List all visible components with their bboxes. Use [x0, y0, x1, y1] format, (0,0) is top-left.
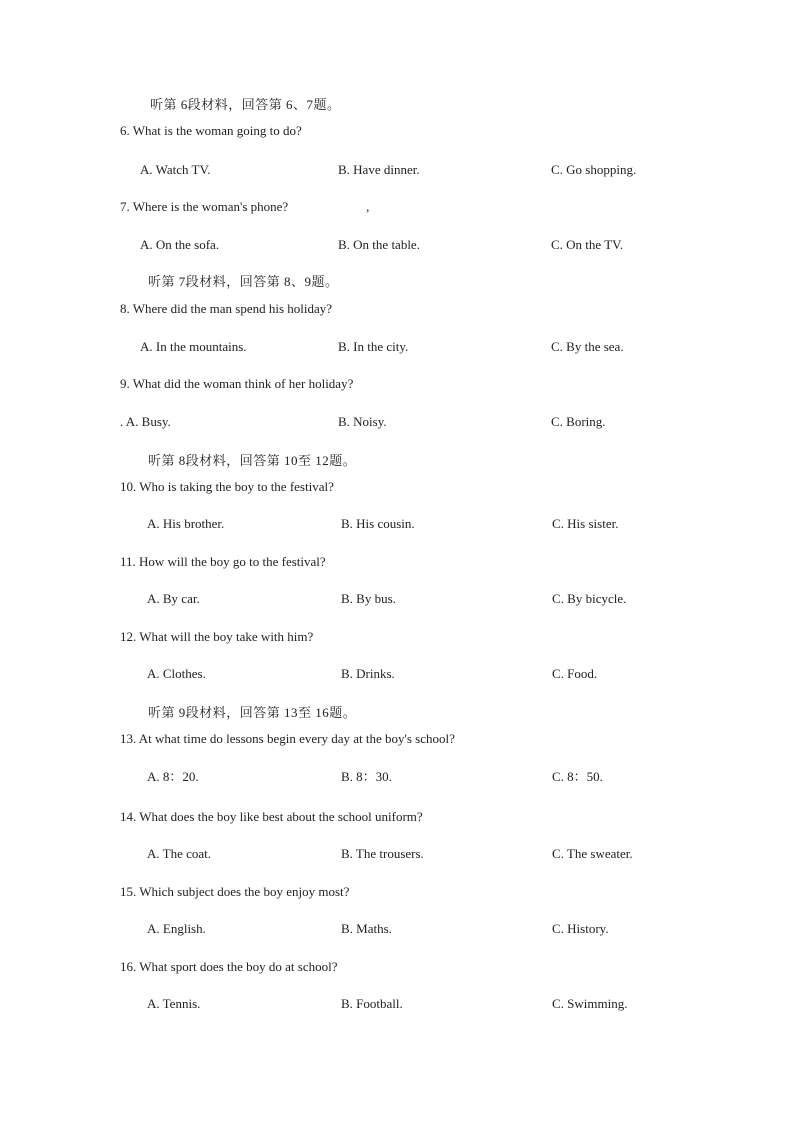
option-b: B. Have dinner.: [338, 162, 420, 177]
option-c: C. History.: [552, 921, 609, 936]
option-c: C. 8：50.: [552, 769, 603, 784]
option-c: C. Swimming.: [552, 996, 628, 1011]
option-b: B. By bus.: [341, 591, 396, 606]
question-text: 13. At what time do lessons begin every day at the boy's school?: [120, 731, 455, 746]
option-c: C. Boring.: [551, 414, 606, 429]
option-b: B. The trousers.: [341, 846, 424, 861]
option-a: A. Tennis.: [147, 996, 201, 1011]
question-text: 9. What did the woman think of her holiday?: [120, 376, 354, 391]
question-text: 15. Which subject does the boy enjoy most?: [120, 884, 350, 899]
option-b: B. Drinks.: [341, 666, 395, 681]
option-c: C. Food.: [552, 666, 598, 681]
option-a: A. In the mountains.: [140, 339, 247, 354]
option-c: C. His sister.: [552, 516, 619, 531]
option-c: C. The sweater.: [552, 846, 633, 861]
option-a: A. His brother.: [147, 516, 225, 531]
question-text: 8. Where did the man spend his holiday?: [120, 301, 333, 316]
question-text: 7. Where is the woman's phone? ,: [120, 199, 370, 214]
question-text: 10. Who is taking the boy to the festival?: [120, 479, 334, 494]
option-b: B. Maths.: [341, 921, 392, 936]
section-heading: 听第 6段材料，回答第 6、7题。: [150, 97, 341, 112]
option-b: B. In the city.: [338, 339, 409, 354]
question-text: 11. How will the boy go to the festival?: [120, 554, 326, 569]
option-b: B. His cousin.: [341, 516, 415, 531]
option-b: B. Football.: [341, 996, 403, 1011]
option-b: B. 8：30.: [341, 769, 392, 784]
section-heading: 听第 7段材料，回答第 8、9题。: [148, 274, 339, 289]
option-a: A. By car.: [147, 591, 200, 606]
option-a: . A. Busy.: [120, 414, 171, 429]
option-c: C. Go shopping.: [551, 162, 637, 177]
question-text: 14. What does the boy like best about the school uniform?: [120, 809, 423, 824]
question-text: 6. What is the woman going to do?: [120, 123, 302, 138]
option-c: C. On the TV.: [551, 237, 624, 252]
option-a: A. Watch TV.: [140, 162, 211, 177]
question-text: 12. What will the boy take with him?: [120, 629, 314, 644]
option-c: C. By the sea.: [551, 339, 624, 354]
option-a: A. On the sofa.: [140, 237, 220, 252]
option-a: A. 8：20.: [147, 769, 199, 784]
section-heading: 听第 8段材料，回答第 10至 12题。: [148, 453, 357, 468]
section-heading: 听第 9段材料，回答第 13至 16题。: [148, 705, 357, 720]
option-b: B. Noisy.: [338, 414, 387, 429]
option-a: A. English.: [147, 921, 206, 936]
option-a: A. The coat.: [147, 846, 212, 861]
option-b: B. On the table.: [338, 237, 420, 252]
option-c: C. By bicycle.: [552, 591, 627, 606]
option-a: A. Clothes.: [147, 666, 206, 681]
question-text: 16. What sport does the boy do at school?: [120, 959, 338, 974]
